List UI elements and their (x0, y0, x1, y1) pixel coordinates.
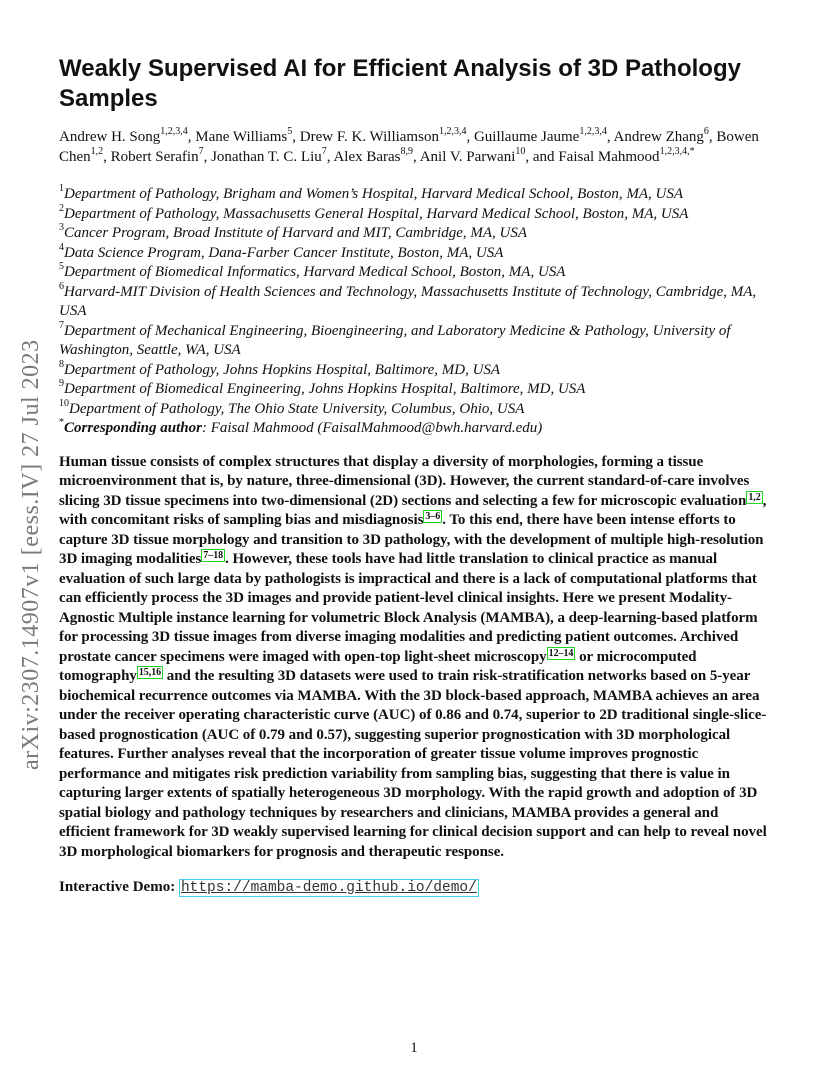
affiliation-number: 5 (59, 261, 64, 272)
author-name: Robert Serafin (110, 149, 199, 165)
affiliation-number: 7 (59, 319, 64, 331)
abstract (59, 453, 769, 863)
affiliation-number: 8 (59, 358, 64, 370)
affiliation-number: 4 (59, 241, 64, 253)
author-name: Anil V. Parwani (419, 149, 516, 165)
author-name: Drew F. K. Williamson (299, 129, 439, 145)
author-list (59, 127, 769, 167)
abstract-text: , with concomitant risks of sampling bias and misdiagnosis (59, 492, 767, 528)
affiliation (59, 263, 769, 283)
affiliation-text: Data Science Program, Dana-Farber Cancer Institute, Boston, MA, USA (64, 244, 504, 261)
author-affiliation-marks: 8,9 (400, 146, 413, 157)
affiliation-text: Cancer Program, Broad Institute of Harvard and MIT, Cambridge, MA, USA (64, 225, 528, 241)
arxiv-identifier: arXiv:2307.14907v1 [eess.IV] 27 Jul 2023 (18, 339, 44, 770)
author-affiliation-marks: 1,2,3,4 (438, 126, 467, 137)
author-affiliation-marks: 1,2 (90, 146, 104, 157)
affiliation-text: Department of Pathology, Johns Hopkins Hospital, Baltimore, MD, USA (64, 361, 501, 378)
author-name: Andrew H. Song (59, 129, 161, 145)
citation-link[interactable]: 7–18 (203, 550, 224, 561)
affiliation (59, 319, 769, 361)
page-number: 1 (410, 1040, 418, 1056)
author-affiliation-marks: 7 (198, 146, 204, 157)
author-affiliation-marks: 10 (515, 146, 526, 157)
author-separator: , (103, 149, 111, 165)
affiliation-number: 3 (59, 222, 64, 233)
affiliation (59, 224, 769, 244)
author-name: Bowen Chen (59, 129, 759, 165)
affiliation-text: Department of Pathology, The Ohio State University, Columbus, Ohio, USA (69, 400, 525, 417)
author-separator: , (187, 129, 196, 145)
abstract-text: and the resulting 3D datasets were used to train risk-stratification networks based on 5-year biochemical recurrence outcomes via MAMBA. With the 3D block-based approach, MAMBA achieves an area under the receiver operating characteristic curve (AUC) of 0.86 and 0.74, superior to 2D traditional single-slice-based prognostication (AUC of 0.79 and 0.57), suggesting superior prognostication with 3D morphological features. Further analyses reveal that the incorporation of greater tissue volume improves prognostic performance and mitigates risk prediction variability from sampling bias, suggesting that there is value in capturing larger extents of spatially heterogeneous 3D morphology. With the rapid growth and adoption of 3D spatial biology and pathology techniques by researchers and clinicians, MAMBA provides a general and efficient framework for 3D weakly supervised learning for clinical decision support and can help to reveal novel 3D morphological biomarkers for prognosis and therapeutic response. (59, 668, 767, 860)
author-name: Alex Baras (333, 149, 401, 165)
author-name: Guillaume Jaume (473, 129, 580, 145)
author-affiliation-marks: 1,2,3,4 (160, 126, 188, 137)
author-separator: , (203, 149, 212, 165)
affiliation (59, 185, 769, 205)
citation-link[interactable]: 12–14 (548, 647, 574, 659)
affiliation-text: Department of Biomedical Engineering, Johns Hopkins Hospital, Baltimore, MD, USA (64, 381, 586, 397)
corresponding-mark: * (59, 417, 64, 428)
author-name: Mane Williams (195, 129, 288, 145)
demo-link[interactable]: https://mamba-demo.github.io/demo/ (180, 880, 477, 896)
author-name: Andrew Zhang (613, 129, 704, 145)
author-separator: , (413, 149, 420, 165)
author-affiliation-marks: 6 (703, 126, 709, 137)
affiliation-text: Harvard-MIT Division of Health Sciences and Technology, Massachusetts Institute of Technology, Cambridge, MA, USA (59, 283, 757, 319)
affiliation (59, 241, 769, 264)
affiliation (59, 397, 769, 420)
paper-page (59, 54, 769, 898)
demo-label: Interactive Demo: (59, 879, 176, 895)
affiliation-number: 10 (59, 397, 69, 409)
corresponding-text: : Faisal Mahmood (FaisalMahmood@bwh.harvard.edu) (201, 420, 543, 436)
affiliation-number: 2 (59, 202, 64, 214)
author-separator: , (326, 149, 334, 165)
affiliation-number: 6 (59, 280, 64, 292)
affiliation-text: Department of Pathology, Massachusetts General Hospital, Harvard Medical School, Boston, MA, USA (64, 205, 689, 222)
author-separator: , (292, 129, 300, 145)
paper-title: Weakly Supervised AI for Efficient Analysis of 3D Pathology Samples (59, 55, 741, 112)
author-affiliation-marks: 5 (287, 126, 293, 137)
affiliation (59, 358, 769, 381)
affiliation-text: Department of Biomedical Informatics, Harvard Medical School, Boston, MA, USA (64, 264, 566, 280)
affiliation-list (59, 185, 769, 439)
author-separator: , (708, 129, 717, 145)
author-name: Faisal Mahmood (558, 149, 660, 165)
author-separator: , and (525, 149, 559, 165)
author-separator: , (466, 129, 474, 145)
citation-link[interactable]: 1,2 (748, 491, 761, 503)
corresponding-author (59, 419, 769, 439)
interactive-demo (59, 877, 769, 898)
affiliation (59, 380, 769, 400)
author-affiliation-marks: 1,2,3,4,* (659, 146, 695, 157)
affiliation-number: 1 (59, 183, 64, 194)
citation-link[interactable]: 15,16 (138, 667, 162, 678)
corresponding-label: Corresponding author (64, 420, 202, 436)
affiliation (59, 280, 769, 322)
author-affiliation-marks: 1,2,3,4 (579, 126, 607, 137)
abstract-text: Human tissue consists of complex structures that display a diversity of morphologies, forming a tissue microenvironment that is, by nature, three-dimensional (3D). However, the current standard-of-care involves slicing 3D tissue specimens into two-dimensional (2D) sections and selecting a few for microscopic evaluation (59, 453, 750, 509)
affiliation (59, 202, 769, 225)
citation-link[interactable]: 3–6 (425, 511, 441, 522)
author-affiliation-marks: 7 (321, 146, 327, 157)
author-separator: , (606, 129, 614, 145)
affiliation-text: Department of Mechanical Engineering, Bioengineering, and Laboratory Medicine & Pathology, University of Washington, Seattle, WA, USA (59, 322, 731, 358)
author-name: Jonathan T. C. Liu (211, 149, 322, 165)
abstract-text: or microcomputed tomography (59, 648, 697, 684)
abstract-text: . To this end, there have been intense efforts to capture 3D tissue morphology and transition to 3D pathology, with the development of multiple high-resolution 3D imaging modalities (59, 512, 764, 567)
affiliation-text: Department of Pathology, Brigham and Women’s Hospital, Harvard Medical School, Boston, MA, USA (64, 186, 683, 202)
affiliation-number: 9 (59, 378, 64, 389)
abstract-text: . However, these tools have had little translation to clinical practice as manual evaluation of such large data by pathologists is impractical and there is a lack of computational platforms that can efficiently process the 3D images and provide patient-level clinical insights. Here we present Modality-Agnostic Multiple instance learning for volumetric Block Analysis (MAMBA), a deep-learning-based platform for processing 3D tissue images from diverse imaging modalities and predicting patient outcomes. Archived prostate cancer specimens were imaged with open-top light-sheet microscopy (59, 551, 758, 665)
